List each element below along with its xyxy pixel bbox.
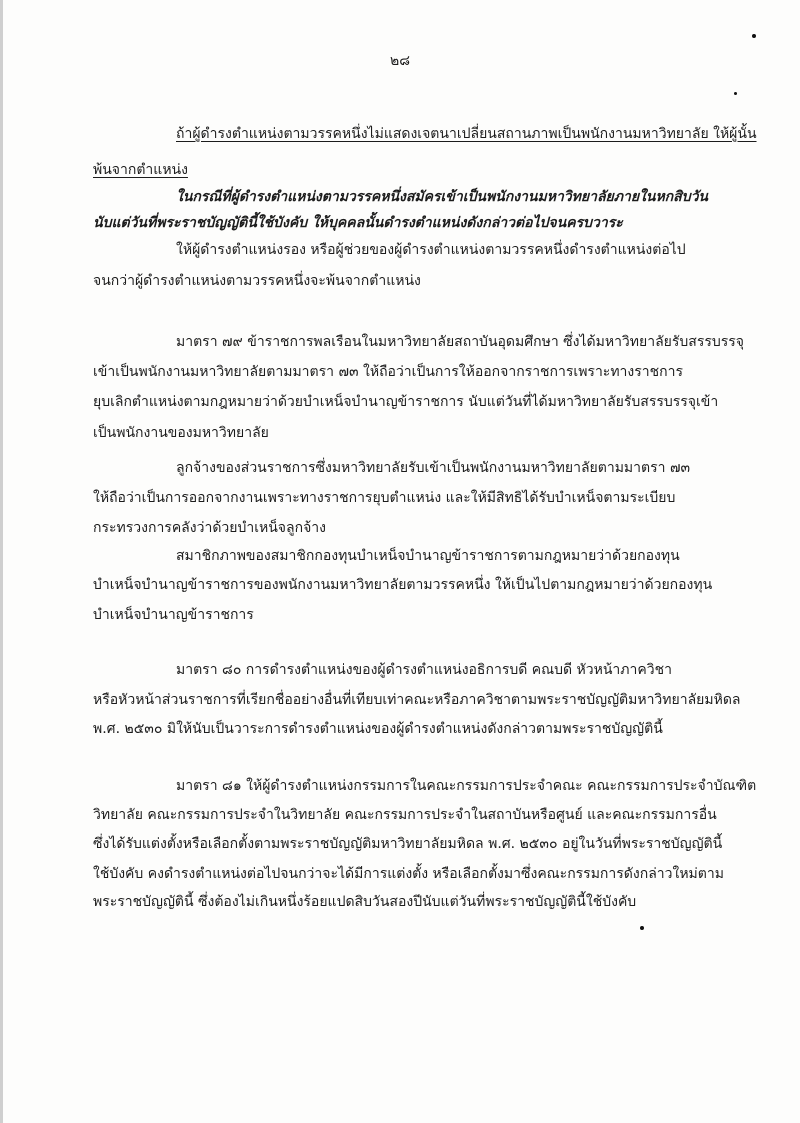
paragraph-line: มาตรา ๗๙ ข้าราชการพลเรือนในมหาวิทยาลัยสถาบันอุดมศึกษา ซึ่งได้มหาวิทยาลัยรับสรรบรรจุ: [176, 334, 744, 350]
scan-speck: [752, 34, 756, 38]
paragraph-line: มาตรา ๘๑ ให้ผู้ดำรงตำแหน่งกรรมการในคณะกรรมการประจำคณะ คณะกรรมการประจำบัณฑิต: [176, 778, 757, 794]
paragraph-line: หรือหัวหน้าส่วนราชการที่เรียกชื่ออย่างอื่นที่เทียบเท่าคณะหรือภาควิชาตามพระราชบัญญัติมหาวิทยาลัยมหิดล: [93, 692, 741, 708]
paragraph-line: ซึ่งได้รับแต่งตั้งหรือเลือกตั้งตามพระราชบัญญัติมหาวิทยาลัยมหิดล พ.ศ. ๒๕๓๐ อยู่ในวันที่พระราชบัญญัตินี้: [93, 836, 723, 852]
paragraph-line: เข้าเป็นพนักงานมหาวิทยาลัยตามมาตรา ๗๓ ให้ถือว่าเป็นการให้ออกจากราชการเพราะทางราชการ: [93, 364, 683, 380]
paragraph-line: ให้ผู้ดำรงตำแหน่งรอง หรือผู้ช่วยของผู้ดำรงตำแหน่งตามวรรคหนึ่งดำรงตำแหน่งต่อไป: [176, 242, 686, 258]
paragraph-line: บำเหน็จบำนาญข้าราชการของพนักงานมหาวิทยาลัยตามวรรคหนึ่ง ให้เป็นไปตามกฎหมายว่าด้วยกองทุน: [93, 577, 713, 593]
paragraph-line: สมาชิกภาพของสมาชิกกองทุนบำเหน็จบำนาญข้าราชการตามกฎหมายว่าด้วยกองทุน: [176, 548, 680, 564]
paragraph-line: พ.ศ. ๒๕๓๐ มิให้นับเป็นวาระการดำรงตำแหน่งของผู้ดำรงตำแหน่งดังกล่าวตามพระราชบัญญัตินี้: [93, 721, 663, 737]
paragraph-line: วิทยาลัย คณะกรรมการประจำในวิทยาลัย คณะกรรมการประจำในสถาบันหรือศูนย์ และคณะกรรมการอื่น: [93, 807, 717, 823]
paragraph-line: มาตรา ๘๐ การดำรงตำแหน่งของผู้ดำรงตำแหน่งอธิการบดี คณบดี หัวหน้าภาควิชา: [176, 662, 672, 678]
paragraph-line: บำเหน็จบำนาญข้าราชการ: [93, 607, 254, 623]
paragraph-line: ให้ถือว่าเป็นการออกจากงานเพราะทางราชการยุบตำแหน่ง และให้มีสิทธิได้รับบำเหน็จตามระเบียบ: [93, 490, 676, 506]
paragraph-line: ยุบเลิกตำแหน่งตามกฎหมายว่าด้วยบำเหน็จบำนาญข้าราชการ นับแต่วันที่ได้มหาวิทยาลัยรับสรรบรรจุเข้า: [93, 394, 719, 410]
paragraph-line: พ้นจากตำแหน่ง: [93, 162, 188, 178]
paragraph-line: ถ้าผู้ดำรงตำแหน่งตามวรรคหนึ่งไม่แสดงเจตนาเปลี่ยนสถานภาพเป็นพนักงานมหาวิทยาลัย ให้ผู้นั้น: [176, 126, 757, 142]
scan-speck: [640, 926, 644, 930]
page-number: ๒๘: [389, 53, 411, 69]
paragraph-line: พระราชบัญญัตินี้ ซึ่งต้องไม่เกินหนึ่งร้อยแปดสิบวันสองปีนับแต่วันที่พระราชบัญญัตินี้ใช้บังคับ: [93, 894, 637, 910]
paragraph-line: ใช้บังคับ คงดำรงตำแหน่งต่อไปจนกว่าจะได้มีการแต่งตั้ง หรือเลือกตั้งมาซึ่งคณะกรรมการดังกล่าวใหม่ตาม: [93, 866, 724, 882]
paragraph-line: นับแต่วันที่พระราชบัญญัตินี้ใช้บังคับ ให้บุคคลนั้นดำรงตำแหน่งดังกล่าวต่อไปจนครบวาระ: [93, 215, 623, 231]
paragraph-line: จนกว่าผู้ดำรงตำแหน่งตามวรรคหนึ่งจะพ้นจากตำแหน่ง: [93, 273, 421, 289]
paragraph-line: กระทรวงการคลังว่าด้วยบำเหน็จลูกจ้าง: [93, 520, 326, 536]
paragraph-line: ลูกจ้างของส่วนราชการซึ่งมหาวิทยาลัยรับเข้าเป็นพนักงานมหาวิทยาลัยตามมาตรา ๗๓: [176, 460, 691, 476]
scan-edge: [0, 0, 3, 1123]
paragraph-line: เป็นพนักงานของมหาวิทยาลัย: [93, 425, 269, 441]
paragraph-line: ในกรณีที่ผู้ดำรงตำแหน่งตามวรรคหนึ่งสมัครเข้าเป็นพนักงานมหาวิทยาลัยภายในหกสิบวัน: [176, 189, 709, 205]
scan-speck: [734, 92, 737, 95]
